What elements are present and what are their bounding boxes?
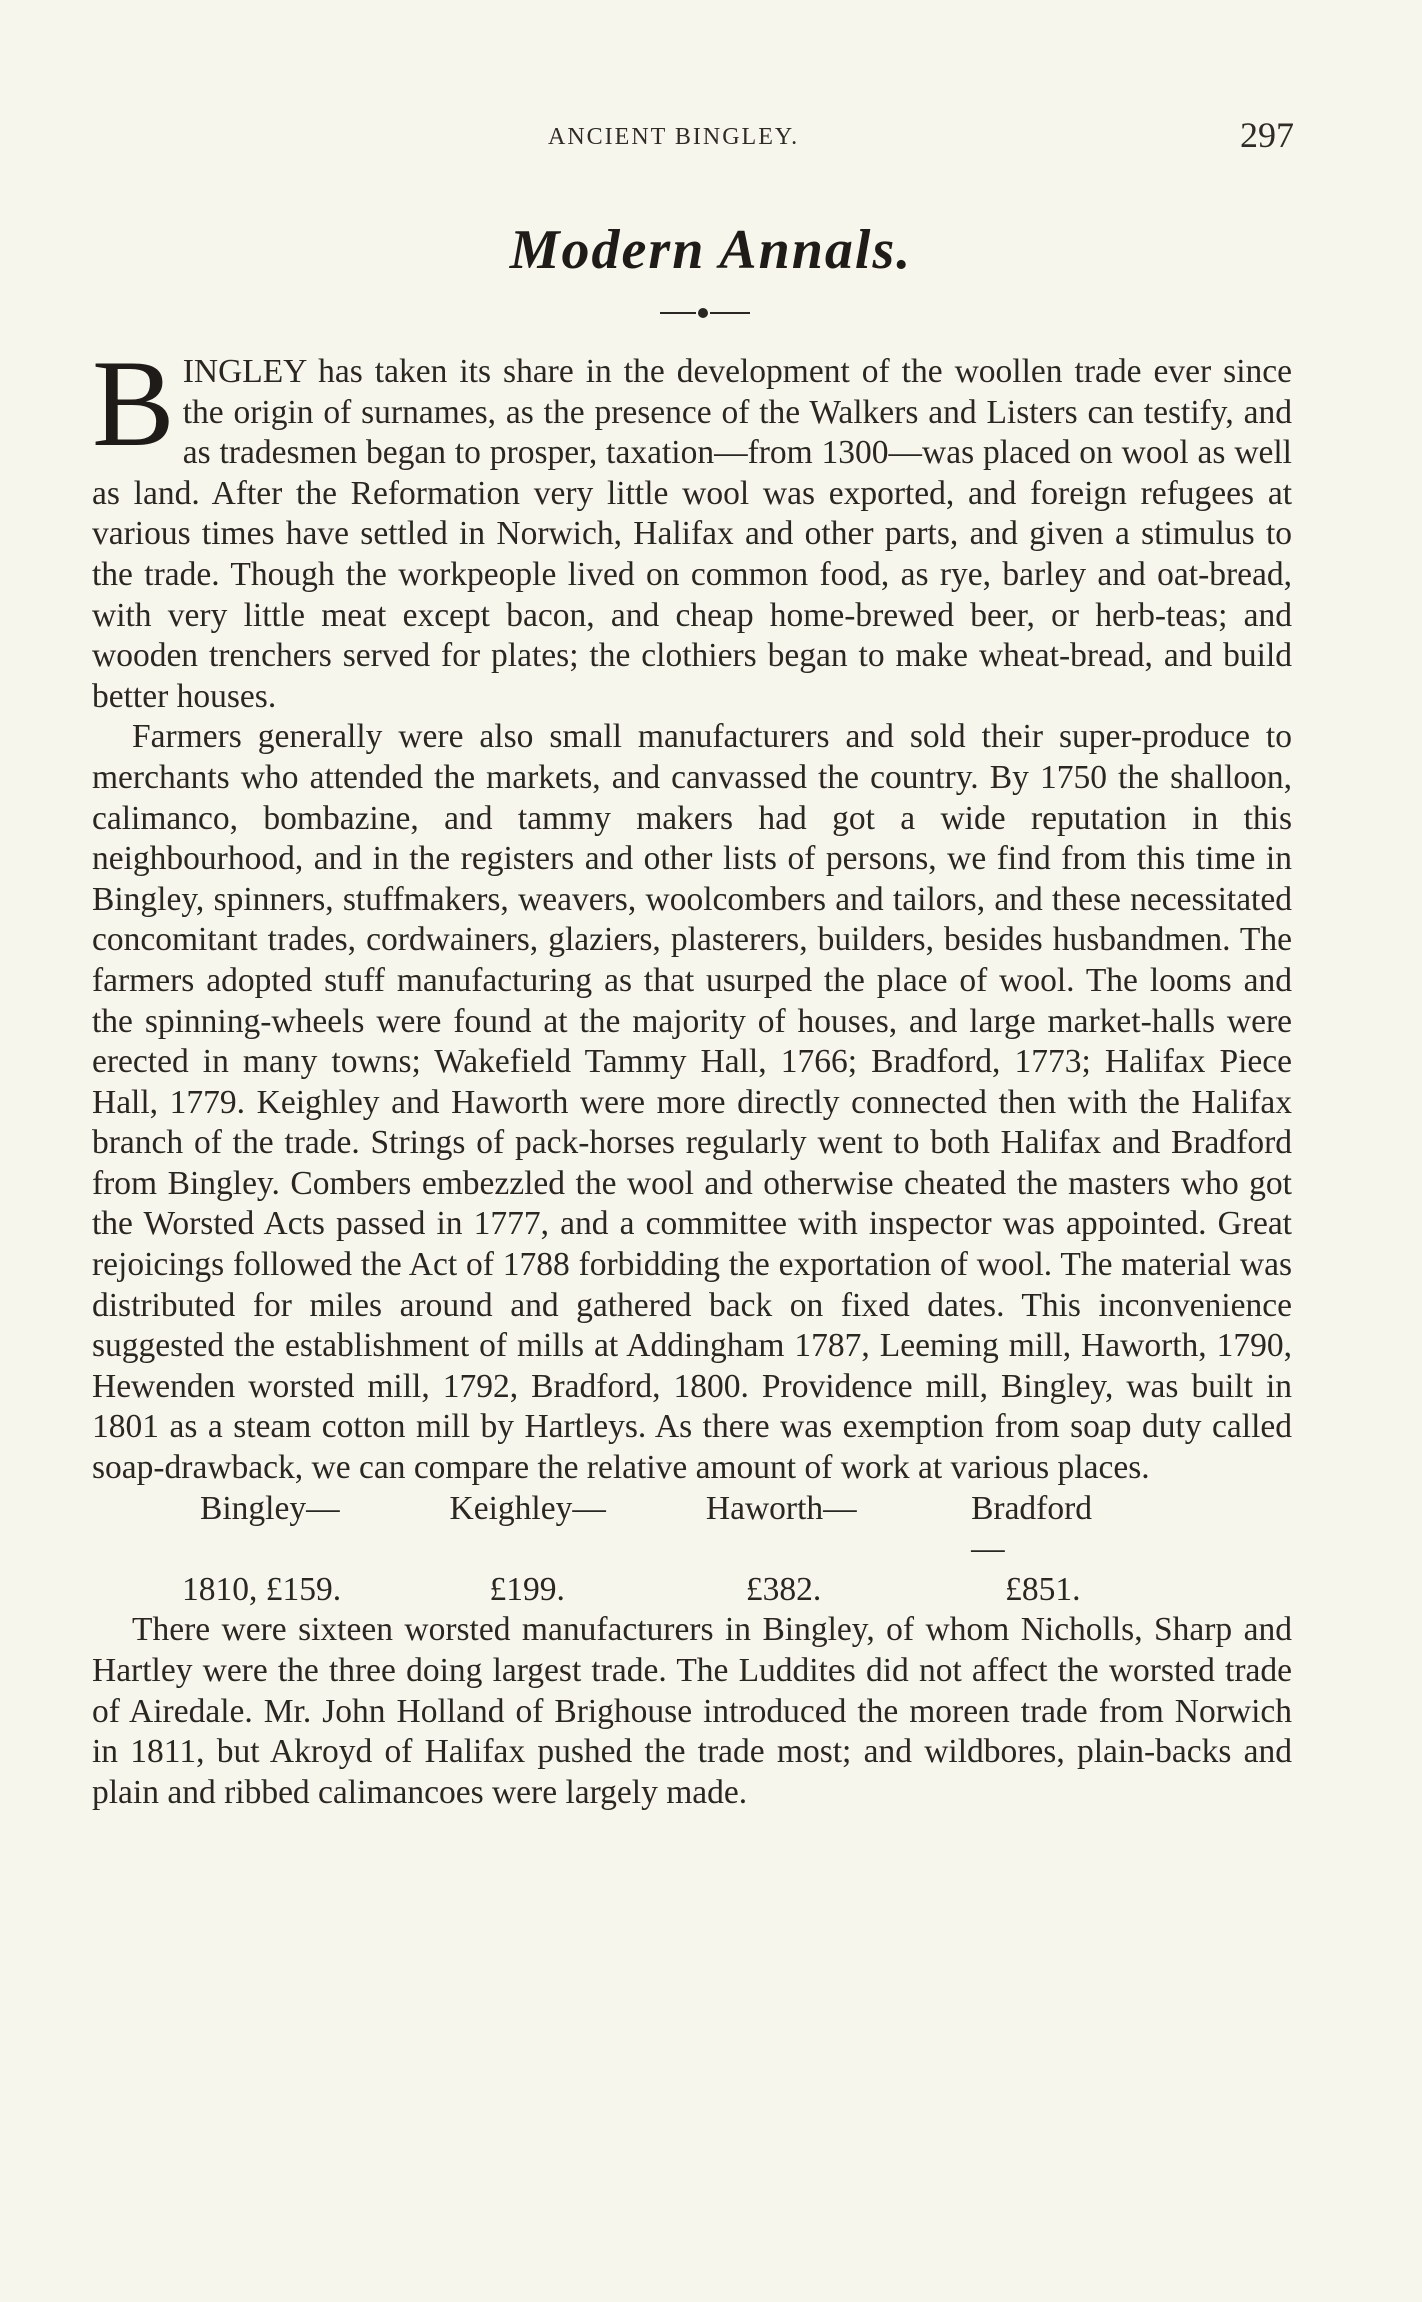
table-place-bradford: Bradford—	[971, 1489, 1092, 1568]
table-year: 1810,	[182, 1570, 258, 1608]
table-amount-bradford: £851.	[1005, 1570, 1081, 1608]
table-place-keighley: Keighley—	[449, 1489, 606, 1527]
page-number: 297	[1240, 115, 1294, 155]
ornament-rule-right	[710, 312, 750, 314]
paragraph-2: Farmers generally were also small manufacturers and sold their super-produce to merchants who attended the markets, and canvassed the country. By 1750 the shalloon, calimanco, bombazine, and tammy makers had got a wide reputation in this neighbourhood, and in the registers and other lists of persons, we find from this time in Bingley, spinners, stuffmakers, weavers, woolcombers and tailors, and these necessitated concomitant trades, cordwainers, glaziers, plasterers, builders, besides husbandmen. The farmers adopted stuff manufacturing as that usurped the place of wool. The looms and the spinning-wheels were found at the majority of houses, and large market-halls were erected in many towns; Wakefield Tammy Hall, 1766; Bradford, 1773; Halifax Piece Hall, 1779. Keighley and Haworth were more directly connected then with the Halifax branch of the trade. Strings of pack-horses regularly went to both Halifax and Bradford from Bingley. Combers embezzled the wool and otherwise cheated the masters who got the Worsted Acts passed in 1777, and a committee with inspector was appointed. Great rejoicings followed the Act of 1788 forbidding the exportation of wool. The material was distributed for miles around and gathered back on fixed dates. This inconvenience suggested the establishment of mills at Addingham 1787, Leeming mill, Haworth, 1790, Hewenden worsted mill, 1792, Bradford, 1800. Providence mill, Bingley, was built in 1801 as a steam cotton mill by Hartleys. As there was exemption from soap duty called soap-drawback, we can compare the relative amount of work at various places.	[92, 718, 1292, 1487]
table-row-places	[92, 1489, 1092, 1570]
running-head: ANCIENT BINGLEY.	[548, 124, 800, 150]
paragraph-1-text: INGLEY has taken its share in the development of the woollen trade ever since the origin of surnames, as the presence of the Walkers and Listers can testify, and as tradesmen began to prosper, taxation—from 1300—was placed on wool as well as land. After the Reformation very little wool was exported, and foreign refugees at various times have settled in Norwich, Halifax and other parts, and given a stimulus to the trade. Though the workpeople lived on common food, as rye, barley and oat-bread, with very little meat except bacon, and cheap home-brewed beer, or herb-teas; and wooden trenchers served for plates; the clothiers began to make wheat-bread, and build better houses.	[92, 353, 1292, 715]
table-place-haworth: Haworth—	[705, 1489, 857, 1527]
ornament-divider	[660, 308, 750, 318]
paragraph-3: There were sixteen worsted manufacturers in Bingley, of whom Nicholls, Sharp and Hartley were the three doing largest trade. The Luddites did not affect the worsted trade of Airedale. Mr. John Holland of Brighouse introduced the moreen trade from Norwich in 1811, but Akroyd of Halifax pushed the trade most; and wildbores, plain-backs and plain and ribbed calimancoes were largely made.	[92, 1611, 1292, 1811]
ornament-dot	[698, 308, 708, 318]
table-place-bingley: Bingley—	[200, 1489, 340, 1527]
drop-cap: B	[92, 335, 175, 472]
table-row-amounts	[92, 1570, 1092, 1611]
soap-drawback-table	[92, 1489, 1092, 1611]
table-year-and-bingley-amount	[92, 1570, 450, 1611]
ornament-rule-left	[660, 312, 696, 314]
body-text	[92, 335, 1292, 1813]
table-amount-keighley: £199.	[489, 1570, 565, 1608]
table-amount-bingley: £159.	[265, 1570, 342, 1608]
paragraph-1	[92, 335, 1292, 717]
table-amount-haworth: £382.	[745, 1570, 822, 1608]
section-title: Modern Annals.	[509, 219, 913, 281]
